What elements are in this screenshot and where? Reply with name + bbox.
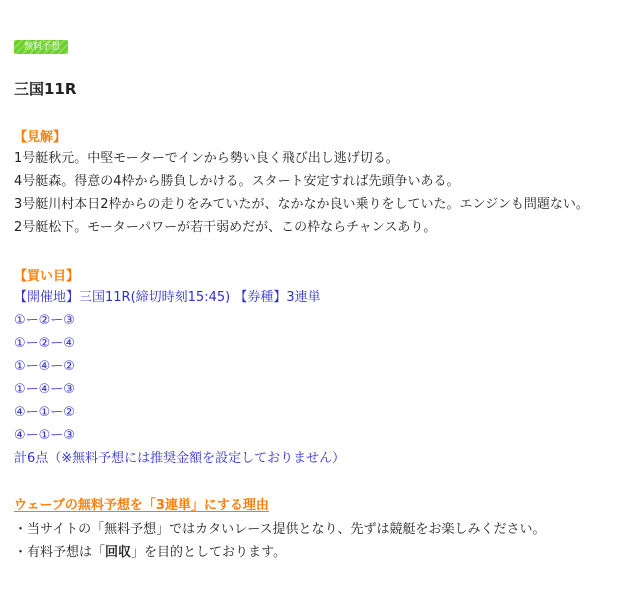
- view-line: 2号艇松下。モーターパワーが若干弱めだが、この枠ならチャンスあり。: [14, 220, 437, 235]
- bet-total: 計6点（※無料予想には推奨金額を設定しておりません）: [14, 451, 346, 466]
- reason-line-prefix: ・有料予想は「: [14, 545, 106, 560]
- bets-heading: 【買い目】: [14, 269, 80, 284]
- view-line: 4号艇森。得意の4枠から勝負しかける。スタート安定すれば先頭争いある。: [14, 174, 460, 189]
- bet-combo: ④ー①ー③: [14, 428, 75, 443]
- free-prediction-badge: 無料予想: [14, 40, 68, 54]
- reason-line-suffix: 」を目的としております。: [131, 545, 286, 560]
- bet-combo: ④ー①ー②: [14, 405, 75, 420]
- reason-heading: ウェーブの無料予想を「3連単」にする理由: [14, 498, 269, 513]
- bet-info: 【開催地】三国11R(締切時刻15:45) 【券種】3連単: [14, 290, 321, 305]
- race-title: 三国11R: [14, 80, 77, 98]
- reason-line: ・当サイトの「無料予想」ではカタいレース提供となり、先ずは競艇をお楽しみください。: [14, 522, 546, 537]
- bet-combo: ①ー④ー③: [14, 382, 75, 397]
- view-heading: 【見解】: [14, 130, 67, 145]
- view-line: 1号艇秋元。中堅モーターでインから勢い良く飛び出し逃げ切る。: [14, 151, 399, 166]
- view-line: 3号艇川村本日2枠からの走りをみていたが、なかなか良い乗りをしていた。エンジンも問題ない。: [14, 197, 589, 212]
- bet-combo: ①ー②ー③: [14, 313, 75, 328]
- bet-combo: ①ー②ー④: [14, 336, 75, 351]
- bet-combo: ①ー④ー②: [14, 359, 75, 374]
- reason-line-paid: [14, 544, 286, 562]
- reason-line-emphasis: 回収: [105, 545, 132, 560]
